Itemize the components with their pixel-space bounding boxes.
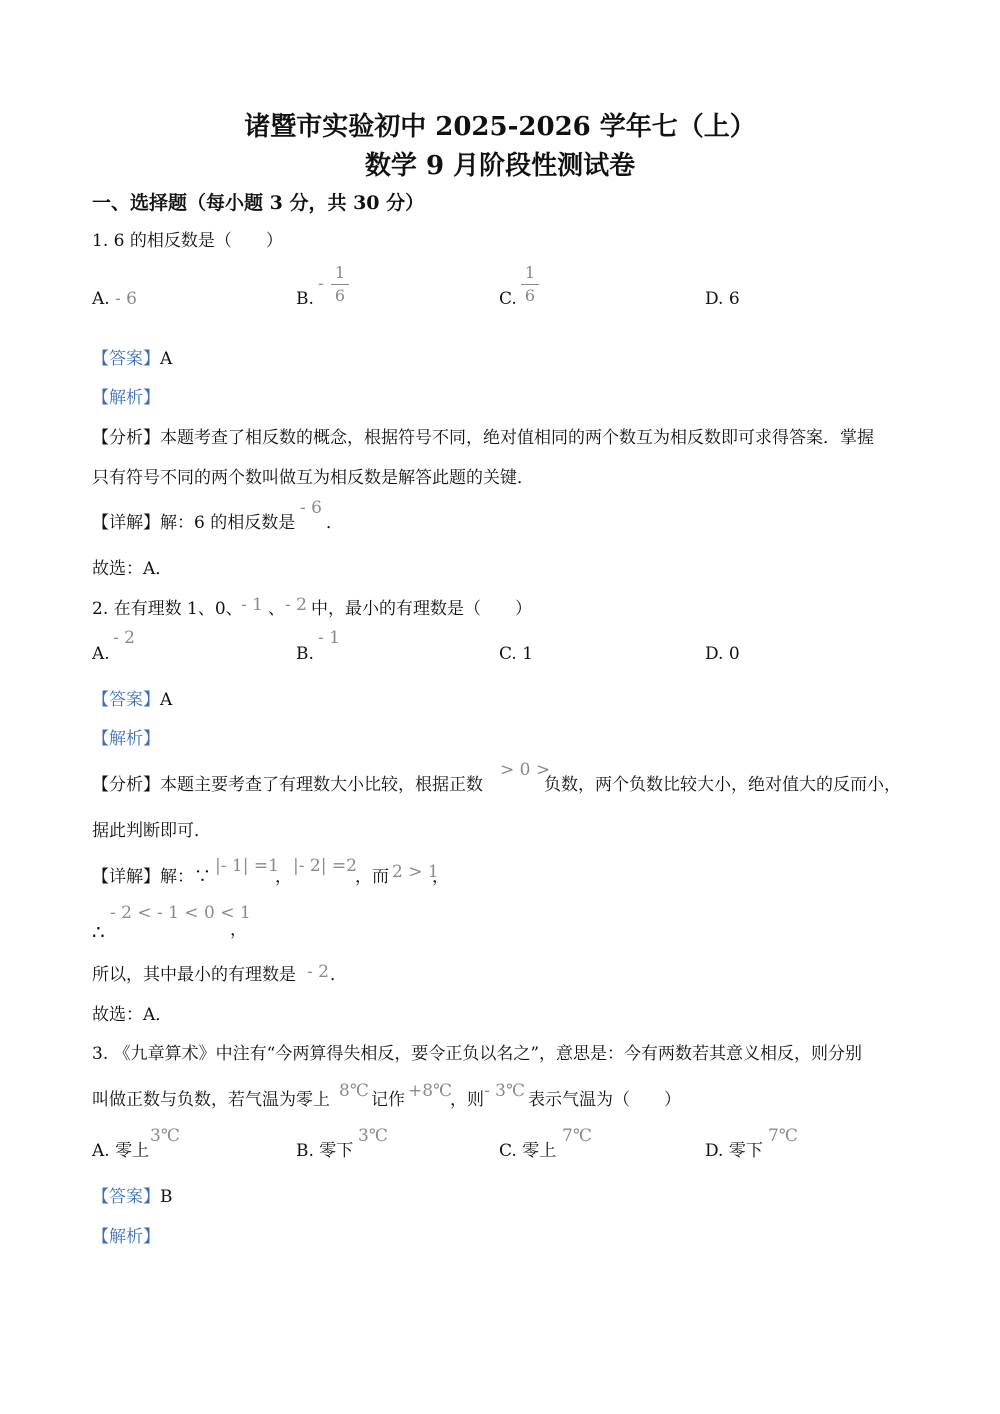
q2-conclusion: 故选：A． — [92, 1005, 173, 1025]
q2-answer — [92, 692, 172, 709]
q2-stem-math-1: - 1 — [241, 595, 263, 615]
q2-analysis-math: > 0 > — [500, 760, 551, 780]
q1-analysis-line-1: 本题考查了相反数的概念，根据符号不同，绝对值相同的两个数互为相反数即可求得答案．掌握 — [160, 428, 874, 448]
q2-analysis — [92, 777, 483, 794]
q1-option-c-label: C. — [499, 289, 517, 309]
q3-stem-part-4: 表示气温为（ ） — [528, 1090, 681, 1110]
q2-explain-label: 【解析】 — [92, 729, 160, 749]
q2-detail-math-3: 2 > 1 — [392, 862, 439, 882]
q3-stem-math-2: +8℃ — [408, 1081, 453, 1101]
q2-so-end: ． — [330, 965, 347, 985]
detail-label: 【详解】 — [92, 867, 160, 887]
q2-option-b-label: B. — [296, 644, 314, 664]
title-line-2: 数学 9 月阶段性测试卷 — [364, 151, 636, 181]
q1-analysis-line-2: 只有符号不同的两个数叫做互为相反数是解答此题的关键． — [92, 468, 534, 488]
q3-answer — [92, 1189, 173, 1206]
q3-option-c-math: 7℃ — [562, 1126, 592, 1146]
q2-option-b-value: - 1 — [318, 628, 340, 648]
q2-detail-part-2: ，而 — [355, 867, 389, 887]
answer-label: 【答案】 — [92, 690, 160, 710]
q3-answer-value: B — [160, 1187, 173, 1207]
q2-stem-math-2: - 2 — [285, 595, 307, 615]
q2-so-math: - 2 — [307, 962, 329, 982]
q1-detail-end: ． — [326, 513, 343, 533]
analysis-label: 【分析】 — [92, 775, 160, 795]
q1-option-a-label: A. — [92, 289, 110, 309]
q1-option-c-fraction — [521, 264, 539, 305]
q3-option-d-math: 7℃ — [768, 1126, 798, 1146]
q3-explain-label: 【解析】 — [92, 1227, 160, 1247]
q1-option-c-numerator: 1 — [524, 263, 536, 282]
q2-analysis-part-1: 本题主要考查了有理数大小比较，根据正数 — [160, 775, 483, 795]
q2-therefore-end: ， — [230, 920, 247, 940]
q1-option-b-label: B. — [296, 289, 314, 309]
q1-option-b-sign: - — [318, 274, 324, 294]
q1-option-b-denominator: 6 — [334, 286, 346, 305]
q3-stem-math-3: - 3℃ — [484, 1081, 525, 1101]
q2-option-a-label: A. — [92, 644, 110, 664]
q3-option-a: A. 零上 — [92, 1141, 150, 1161]
q2-answer-value: A — [160, 690, 173, 710]
q3-option-a-math: 3℃ — [150, 1126, 180, 1146]
q1-stem: 1. 6 的相反数是（ ） — [92, 231, 283, 251]
fraction-bar — [331, 284, 349, 285]
q1-option-b-fraction — [331, 264, 349, 305]
q1-detail-text: 解：6 的相反数是 — [160, 513, 296, 533]
title-line-1: 诸暨市实验初中 2025-2026 学年七（上） — [244, 112, 756, 142]
therefore-symbol: ∴ — [92, 920, 105, 944]
q1-detail-math: - 6 — [300, 498, 322, 518]
q2-option-c: C. 1 — [499, 644, 534, 664]
q3-stem-part-3: ，则 — [450, 1090, 484, 1110]
q1-option-a-value: - 6 — [115, 289, 137, 309]
q2-option-d: D. 0 — [705, 644, 740, 664]
q2-stem-part-2: 、 — [268, 599, 285, 619]
fraction-bar — [521, 284, 539, 285]
q2-so-text: 所以，其中最小的有理数是 — [92, 965, 296, 985]
q3-option-d: D. 零下 — [705, 1141, 763, 1161]
q2-detail-math-1: |- 1| =1 — [215, 856, 279, 876]
q1-answer — [92, 351, 172, 368]
answer-label: 【答案】 — [92, 1187, 160, 1207]
q1-conclusion: 故选：A． — [92, 559, 173, 579]
q1-option-b-numerator: 1 — [334, 263, 346, 282]
q1-analysis — [92, 430, 874, 447]
q3-option-c: C. 零上 — [499, 1141, 557, 1161]
q2-option-a-value: - 2 — [113, 628, 135, 648]
q2-detail — [92, 869, 211, 886]
q1-explain-label: 【解析】 — [92, 388, 160, 408]
answer-label: 【答案】 — [92, 349, 160, 369]
detail-label: 【详解】 — [92, 513, 160, 533]
q2-stem-part-3: 中，最小的有理数是（ ） — [311, 599, 532, 619]
q3-stem-part-2: 记作 — [371, 1090, 405, 1110]
q1-detail — [92, 515, 295, 532]
q2-stem-part-1: 2. 在有理数 1、0、 — [92, 599, 243, 619]
q2-detail-separator: ， — [275, 867, 292, 887]
q2-detail-part-3: ， — [432, 867, 449, 887]
section-heading: 一、选择题（每小题 3 分，共 30 分） — [92, 192, 425, 214]
q3-stem-line-1: 3. 《九章算术》中注有“今两算得失相反，要令正负以名之”，意思是：今有两数若其意义相反，则分别 — [92, 1044, 863, 1064]
q2-analysis-line-2: 据此判断即可． — [92, 821, 211, 841]
analysis-label: 【分析】 — [92, 428, 160, 448]
q3-stem-part-1: 叫做正数与负数，若气温为零上 — [92, 1090, 330, 1110]
q2-analysis-part-2: 负数，两个负数比较大小，绝对值大的反而小， — [544, 775, 901, 795]
q3-option-b: B. 零下 — [296, 1141, 354, 1161]
q3-option-b-math: 3℃ — [358, 1126, 388, 1146]
q2-detail-math-2: |- 2| =2 — [293, 856, 357, 876]
q3-stem-math-1: 8℃ — [339, 1081, 369, 1101]
q2-therefore-math: - 2 < - 1 < 0 < 1 — [110, 903, 251, 923]
q1-option-d: D. 6 — [705, 289, 740, 309]
q1-answer-value: A — [160, 349, 173, 369]
q1-option-c-denominator: 6 — [524, 286, 536, 305]
q2-detail-part-1: 解：∵ — [160, 867, 211, 887]
